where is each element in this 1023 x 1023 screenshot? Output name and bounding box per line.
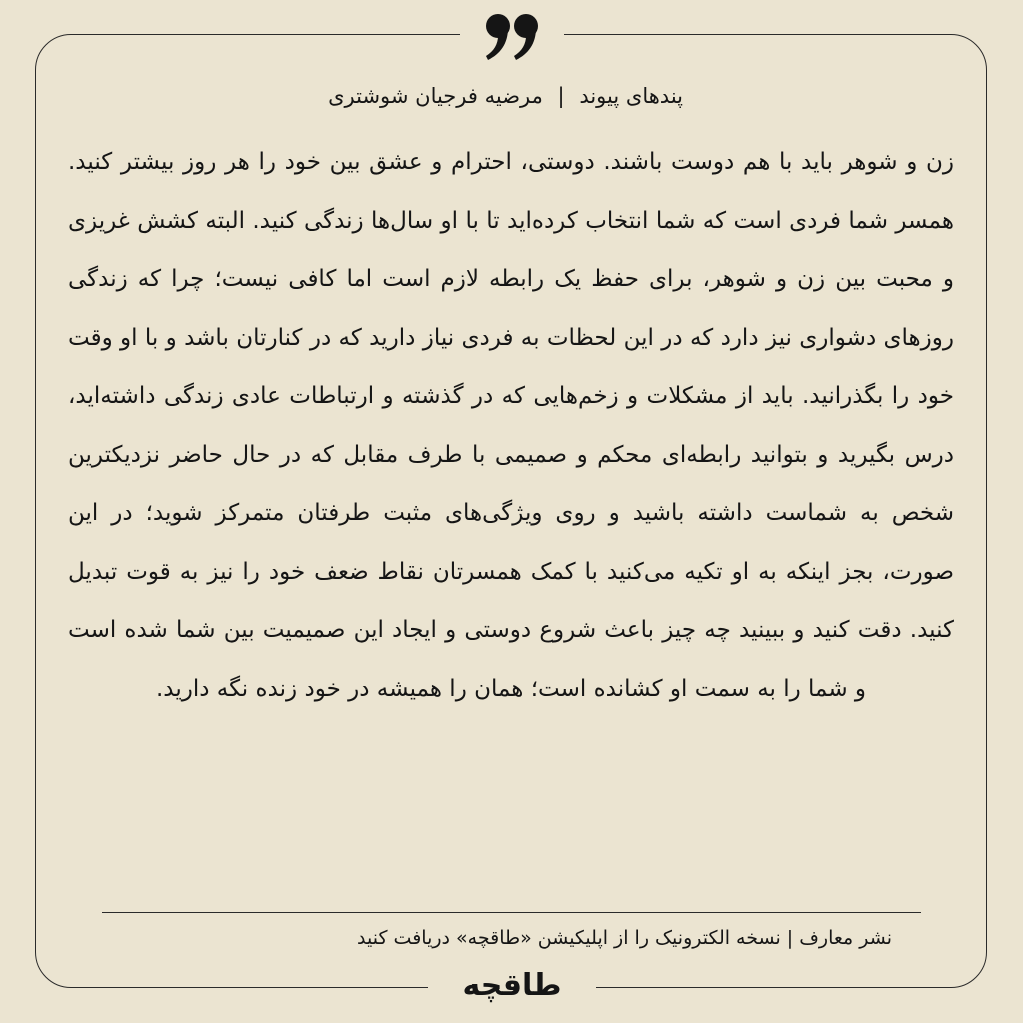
book-title: پندهای پیوند <box>579 84 683 108</box>
publisher-note: نشر معارف | نسخه الکترونیک را از اپلیکیشن «طاقچه» دریافت کنید <box>357 927 892 949</box>
quote-icon <box>472 4 552 74</box>
footer-divider <box>102 912 921 913</box>
book-attribution <box>328 80 683 112</box>
attribution-separator: | <box>557 84 565 108</box>
taaghche-logo <box>452 964 572 1008</box>
quote-text: زن و شوهر باید با هم دوست باشند. دوستی، احترام و عشق بین خود را هر روز بیشتر کنید. همسر شما فردی است که شما انتخاب کرده‌اید تا با او سال‌ها زندگی کنید. البته کشش غریزی و محبت بین زن و شوهر، برای حفظ یک رابطه لازم است اما کافی نیست؛ چرا که زندگی روزهای دشواری نیز دارد که در این لحظات به فردی نیاز دارید که در کنارتان باشد و با او وقت خود را بگذرانید. باید از مشکلات و زخم‌هایی که در گذشته و ارتباطات عادی زندگی داشته‌اید، درس بگیرید و بتوانید رابطه‌ای محکم و صمیمی با طرف مقابل که در حال حاضر نزدیکترین شخص به شماست داشته باشید و روی ویژگی‌های مثبت طرفتان متمرکز شوید؛ در این صورت، بجز اینکه به او تکیه می‌کنید با کمک همسرتان نقاط ضعف خود را نیز به قوت تبدیل کنید. دقت کنید و ببینید چه چیز باعث شروع دوستی و ایجاد این صمیمیت بین شما شده است و شما را به سمت او کشانده است؛ همان را همیشه در خود زنده نگه دارید. <box>68 149 954 702</box>
author-name: مرضیه فرجیان شوشتری <box>328 84 543 108</box>
logo-text: طاقچه <box>462 968 562 1003</box>
